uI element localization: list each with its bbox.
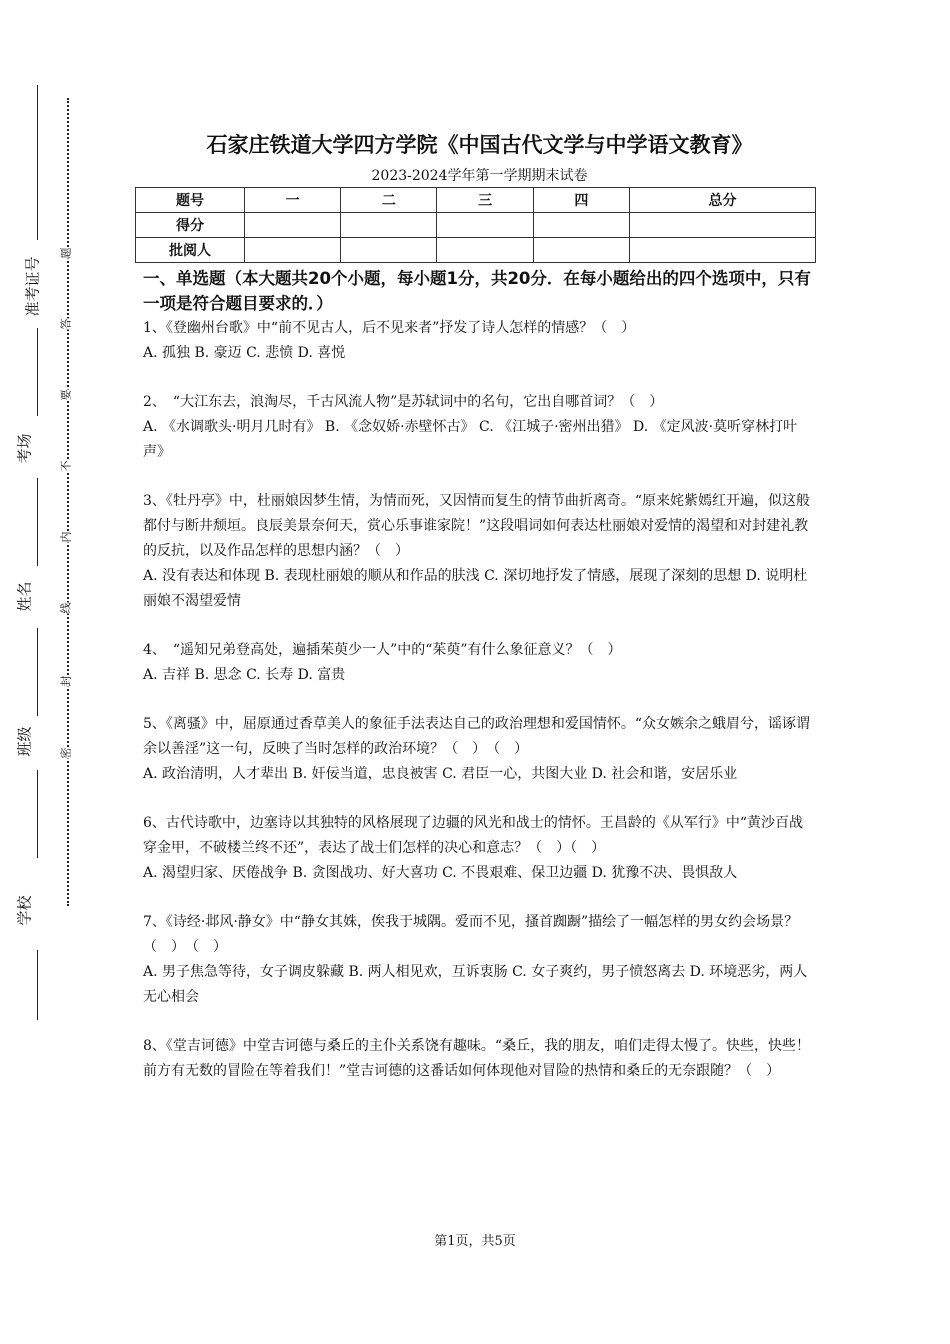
- seal-char: 不: [59, 460, 73, 472]
- score-entry-cell[interactable]: [533, 213, 629, 238]
- exam-content: [143, 128, 816, 1084]
- question-stem: 1、《登幽州台歌》中“前不见古人，后不见来者”抒发了诗人怎样的情感？（ ）: [143, 320, 636, 336]
- score-entry-cell[interactable]: [245, 238, 341, 263]
- field-school: 学校: [15, 895, 34, 926]
- score-row-label: 得分: [136, 213, 245, 238]
- score-table-cell: 总分: [629, 188, 815, 213]
- score-entry-cell[interactable]: [245, 213, 341, 238]
- question-options: A. 没有表达和体现 B. 表现杜丽娘的顺从和作品的肤浅 C. 深切地抒发了情感，展现了深刻的思想 D. 说明杜丽娘不渴望爱情: [143, 568, 808, 609]
- section-heading: 一、单选题（本大题共20个小题，每小题1分，共20分．在每小题给出的四个选项中，只有一项是符合题目要求的．）: [143, 269, 811, 313]
- question-options: A. 吉祥 B. 思念 C. 长寿 D. 富贵: [143, 667, 346, 683]
- score-table-header: [136, 188, 816, 213]
- field-class: 班级: [15, 726, 34, 757]
- page-footer: 第1页，共5页: [434, 1234, 516, 1249]
- binding-line: [37, 628, 38, 716]
- seal-char: 封: [59, 675, 73, 687]
- field-exam-room: 考场: [15, 433, 34, 464]
- question-options: A. 孤独 B. 豪迈 C. 悲愤 D. 喜悦: [143, 345, 346, 361]
- question-stem: 2、 “大江东去，浪淘尽，千古风流人物”是苏轼词中的名句，它出自哪首词？（ ）: [143, 394, 664, 410]
- seal-char: 内: [59, 531, 73, 543]
- score-entry-cell[interactable]: [437, 213, 533, 238]
- score-entry-cell[interactable]: [629, 238, 815, 263]
- seal-char: 答: [59, 318, 73, 330]
- question-options: A. 《水调歌头·明月几时有》 B. 《念奴娇·赤壁怀古》 C. 《江城子·密州出猎》 D. 《定风波·莫听穿林打叶声》: [143, 419, 798, 460]
- binding-line: [37, 328, 38, 416]
- exam-subtitle: 2023-2024学年第一学期期末试卷: [371, 168, 588, 184]
- score-entry-cell[interactable]: [533, 238, 629, 263]
- seal-char: 线: [59, 602, 73, 614]
- score-table-cell: 二: [341, 188, 437, 213]
- question-item: [143, 638, 816, 688]
- score-table-cell: 题号: [136, 188, 245, 213]
- question-item: [143, 390, 816, 465]
- seal-dotted-line: [67, 98, 69, 906]
- question-item: [143, 1034, 816, 1084]
- score-table-cell: 三: [437, 188, 533, 213]
- binding-line: [37, 950, 38, 1020]
- question-item: [143, 910, 816, 1010]
- score-entry-cell[interactable]: [629, 213, 815, 238]
- question-item: [143, 811, 816, 886]
- binding-line: [37, 770, 38, 858]
- seal-char: 题: [59, 247, 73, 259]
- question-options: A. 政治清明，人才辈出 B. 奸佞当道，忠良被害 C. 君臣一心，共图大业 D. 社会和谐，安居乐业: [143, 766, 738, 782]
- question-stem: 3、《牡丹亭》中，杜丽娘因梦生情，为情而死，又因情而复生的情节曲折离奇。“原来姹紫嫣红开遍，似这般都付与断井颓垣。良辰美景奈何天，赏心乐事谁家院！”这段唱词如何表达杜丽娘对爱情的渴望和对封建礼教的反抗，以及作品怎样的思想内涵？（ ）: [143, 493, 811, 559]
- question-stem: 4、 “遥知兄弟登高处，遍插茱萸少一人”中的“茱萸”有什么象征意义？（ ）: [143, 642, 622, 658]
- question-options: A. 男子焦急等待，女子调皮躲藏 B. 两人相见欢，互诉衷肠 C. 女子爽约，男子愤怒离去 D. 环境恶劣，两人无心相会: [143, 964, 808, 1005]
- question-stem: 7、《诗经·邶风·静女》中“静女其姝，俟我于城隅。爱而不见，搔首踟蹰”描绘了一幅怎样的男女约会场景？（ ） （ ）: [143, 914, 799, 955]
- seal-char: 密: [59, 747, 73, 759]
- question-item: [143, 316, 816, 366]
- score-table: [135, 187, 816, 263]
- field-name: 姓名: [15, 581, 34, 612]
- question-options: A. 渴望归家、厌倦战争 B. 贪图战功、好大喜功 C. 不畏艰难、保卫边疆 D. 犹豫不决、畏惧敌人: [143, 865, 738, 881]
- question-stem: 8、《堂吉诃德》中堂吉诃德与桑丘的主仆关系饶有趣味。“桑丘，我的朋友，咱们走得太慢了。快些，快些！前方有无数的冒险在等着我们！”堂吉诃德的这番话如何体现他对冒险的热情和桑丘的无奈跟随？（ ）: [143, 1038, 811, 1079]
- score-row-label: 批阅人: [136, 238, 245, 263]
- score-table-cell: 四: [533, 188, 629, 213]
- score-entry-cell[interactable]: [341, 238, 437, 263]
- question-item: [143, 489, 816, 614]
- exam-title: 石家庄铁道大学四方学院《中国古代文学与中学语文教育》: [206, 133, 753, 157]
- score-entry-cell[interactable]: [437, 238, 533, 263]
- field-exam-number: 准考证号: [23, 256, 42, 317]
- question-stem: 5、《离骚》中，屈原通过香草美人的象征手法表达自己的政治理想和爱国情怀。“众女嫉余之蛾眉兮，谣诼谓余以善淫”这一句，反映了当时怎样的政治环境？（ ） （ ）: [143, 716, 811, 757]
- score-table-cell: 一: [245, 188, 341, 213]
- question-item: [143, 712, 816, 787]
- binding-line: [37, 478, 38, 566]
- score-table-row: [136, 213, 816, 238]
- binding-strip: [0, 0, 100, 1344]
- score-table-row: [136, 238, 816, 263]
- binding-line: [37, 85, 38, 240]
- score-entry-cell[interactable]: [341, 213, 437, 238]
- seal-char: 要: [59, 389, 73, 401]
- question-stem: 6、古代诗歌中，边塞诗以其独特的风格展现了边疆的风光和战士的情怀。王昌龄的《从军行》中“黄沙百战穿金甲，不破楼兰终不还”，表达了战士们怎样的决心和意志？（ ）（ ）: [143, 815, 804, 856]
